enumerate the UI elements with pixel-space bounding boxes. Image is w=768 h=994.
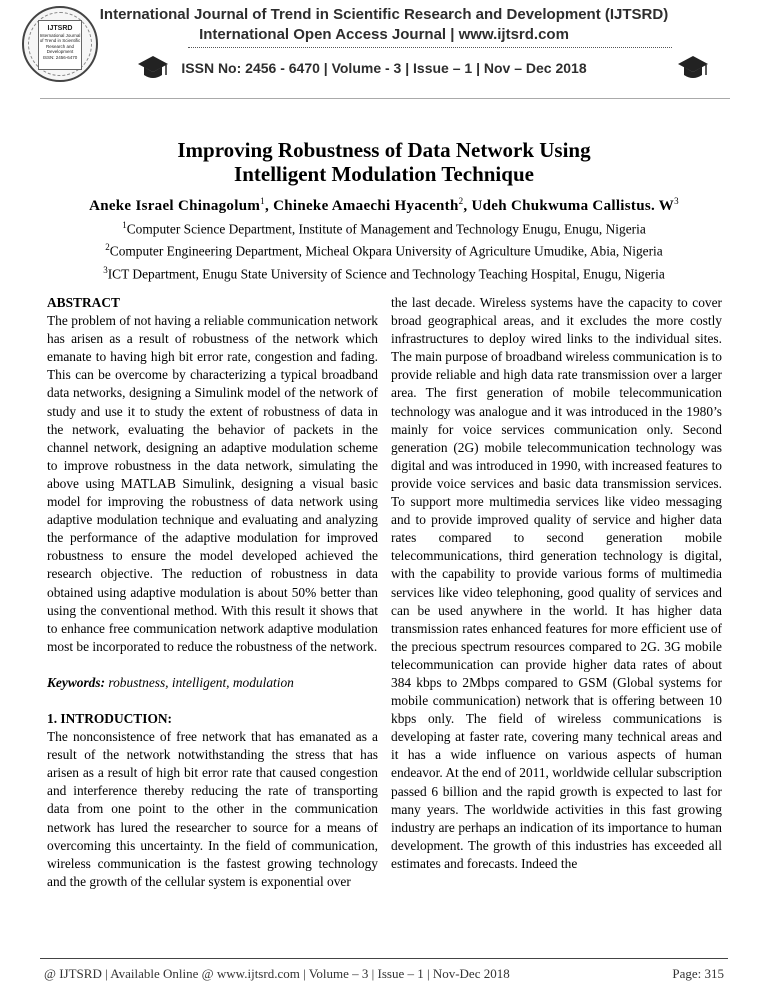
affiliation: $^3$ICT Department, Enugu State University of Science and Technology Teaching Hospital, Enugu, Nigeria — [103, 264, 665, 282]
affiliations — [0, 216, 768, 283]
header-divider — [188, 47, 672, 48]
page-footer — [44, 966, 724, 982]
paper-title — [0, 138, 768, 186]
page-number: Page: 315 — [672, 966, 724, 981]
journal-header — [0, 0, 768, 112]
footer-rule — [40, 958, 728, 959]
journal-website: International Open Access Journal | www.ijtsrd.com — [199, 26, 569, 43]
abstract-text: The problem of not having a reliable communication network has arisen as a result of robustness of the network which emanate to having high bit error rate, congestion and fading. This can be overcome by characterizing a typical broadband data networks, designing a Simulink model of the network of study and use it to study the extent of robustness of data in the network, evaluating the behavior of packets in the channel network, designing an adaptive modulation scheme to improve robustness in the data network, simulating the above using MATLAB Simulink, designing a visual basic model for improving the robustness of data network using adaptive modulation technique and evaluating and analyzing the performance of the adaptive modulation for improved robustness to ensure the model developed achieved the research objective. The reduction of robustness in data obtained using adaptive modulation is about 50% better than using the conventional method. With this result it shows that to enhance free communication network adaptive modulation most be incorporated to reduce the robustness of the network. — [47, 313, 378, 654]
author-name: Aneke Israel Chinagolum — [89, 198, 261, 214]
author-list: Aneke Israel Chinagolum$^1$, Chineke Amaechi Hyacenth$^2$, Udeh Chukwuma Callistus. $W^3$ — [89, 196, 679, 214]
footer-citation: @ IJTSRD | Available Online @ www.ijtsrd.com | Volume – 3 | Issue – 1 | Nov-Dec 2018 — [44, 966, 510, 981]
author-sup: 2 — [458, 196, 464, 206]
keywords-text: robustness, intelligent, modulation — [108, 674, 294, 690]
issn-line: ISSN No: 2456 - 6470 | Volume - 3 | Issue – 1 | Nov – Dec 2018 — [181, 60, 587, 76]
journal-name: International Journal of Trend in Scientific Research and Development (IJTSRD) — [99, 6, 669, 23]
affiliation: $^2$Computer Engineering Department, Micheal Okpara University of Agriculture Umudike, Abia, Nigeria — [105, 242, 663, 259]
graduation-cap-icon — [676, 53, 710, 83]
logo-issn: ISSN: 2456-6470 — [42, 54, 78, 60]
left-column — [47, 294, 378, 891]
logo-text: International Journal of Trend in Scientific Research and Development — [39, 33, 81, 55]
keywords — [47, 674, 378, 692]
author-sup: 1 — [260, 196, 265, 206]
title-line-2: Intelligent Modulation Technique — [234, 162, 534, 186]
introduction-heading: 1. INTRODUCTION: — [47, 710, 172, 726]
affiliation: $^1$Computer Science Department, Institute of Management and Technology Enugu, Enugu, Nigeria — [122, 220, 646, 237]
logo-abbrev: IJTSRD — [47, 25, 73, 32]
introduction-text-left: The nonconsistence of free network that has emanated as a result of the network notwithstanding the stress that has arisen as a result of high bit error rate that caused congestion and interference thereby reducing the rate of transporting data from one point to the other in the communication network has lured the researcher to source for a means of overcoming this uncertainty. In the field of communication, wireless communication is the fastest growing technology and the growth of the cellular system is exponential over — [47, 729, 378, 889]
title-line-1: Improving Robustness of Data Network Using — [177, 138, 591, 162]
abstract-heading: ABSTRACT — [47, 295, 120, 310]
author-name: Udeh Chukwuma Callistus. W — [471, 198, 675, 214]
introduction-text-right: the last decade. Wireless systems have the capacity to cover broad geographical areas, and it excludes the more costly infrastructures to deploy wired links to the individual sites. The main purpose of broadband wireless communication is to provide reliable and high data rate transmission over a larger area. The first generation of mobile telecommunication technology was analogue and it was introduced in the 1980’s mainly for voice services communication only. Second generation (2G) mobile telecommunication technology was digital and was introduced in 1990, with increased features to provide voice services and basic data transmission services. To support more multimedia services like video messaging and to provide improved quality of service and higher data rates compared to second generation mobile telecommunications, third generation technology is digital, with the capability to provide various forms of multimedia services like video telephoning, good quality of services and can be used anywhere in the world. It has higher data transmission rates enhanced features for more efficient use of the precious spectrum resources compared to 2G. 3G mobile telecommunication can provide higher data rates of about 384 kbps to 2Mbps compared to GSM (Global systems for mobile communication) network that is offering between 10 kbps only. The field of wireless communications is developing at faster rate, covering many technical areas and it has a wide influence on various aspects of human endeavor. At the end of 2011, worldwide cellular subscription passed 6 billion and the rapid growth is expected to last for many years. The worldwide activities in this fast growing industry are perhaps an indication of its importance to human development. The growth of this industries has exceeded all estimates and forecasts. Indeed the — [391, 295, 722, 871]
author-name: Chineke Amaechi Hyacenth — [273, 198, 459, 214]
keywords-label: Keywords: — [47, 674, 106, 690]
right-column — [391, 294, 722, 873]
header-rule — [40, 98, 730, 99]
author-sup: 3 — [674, 196, 679, 206]
